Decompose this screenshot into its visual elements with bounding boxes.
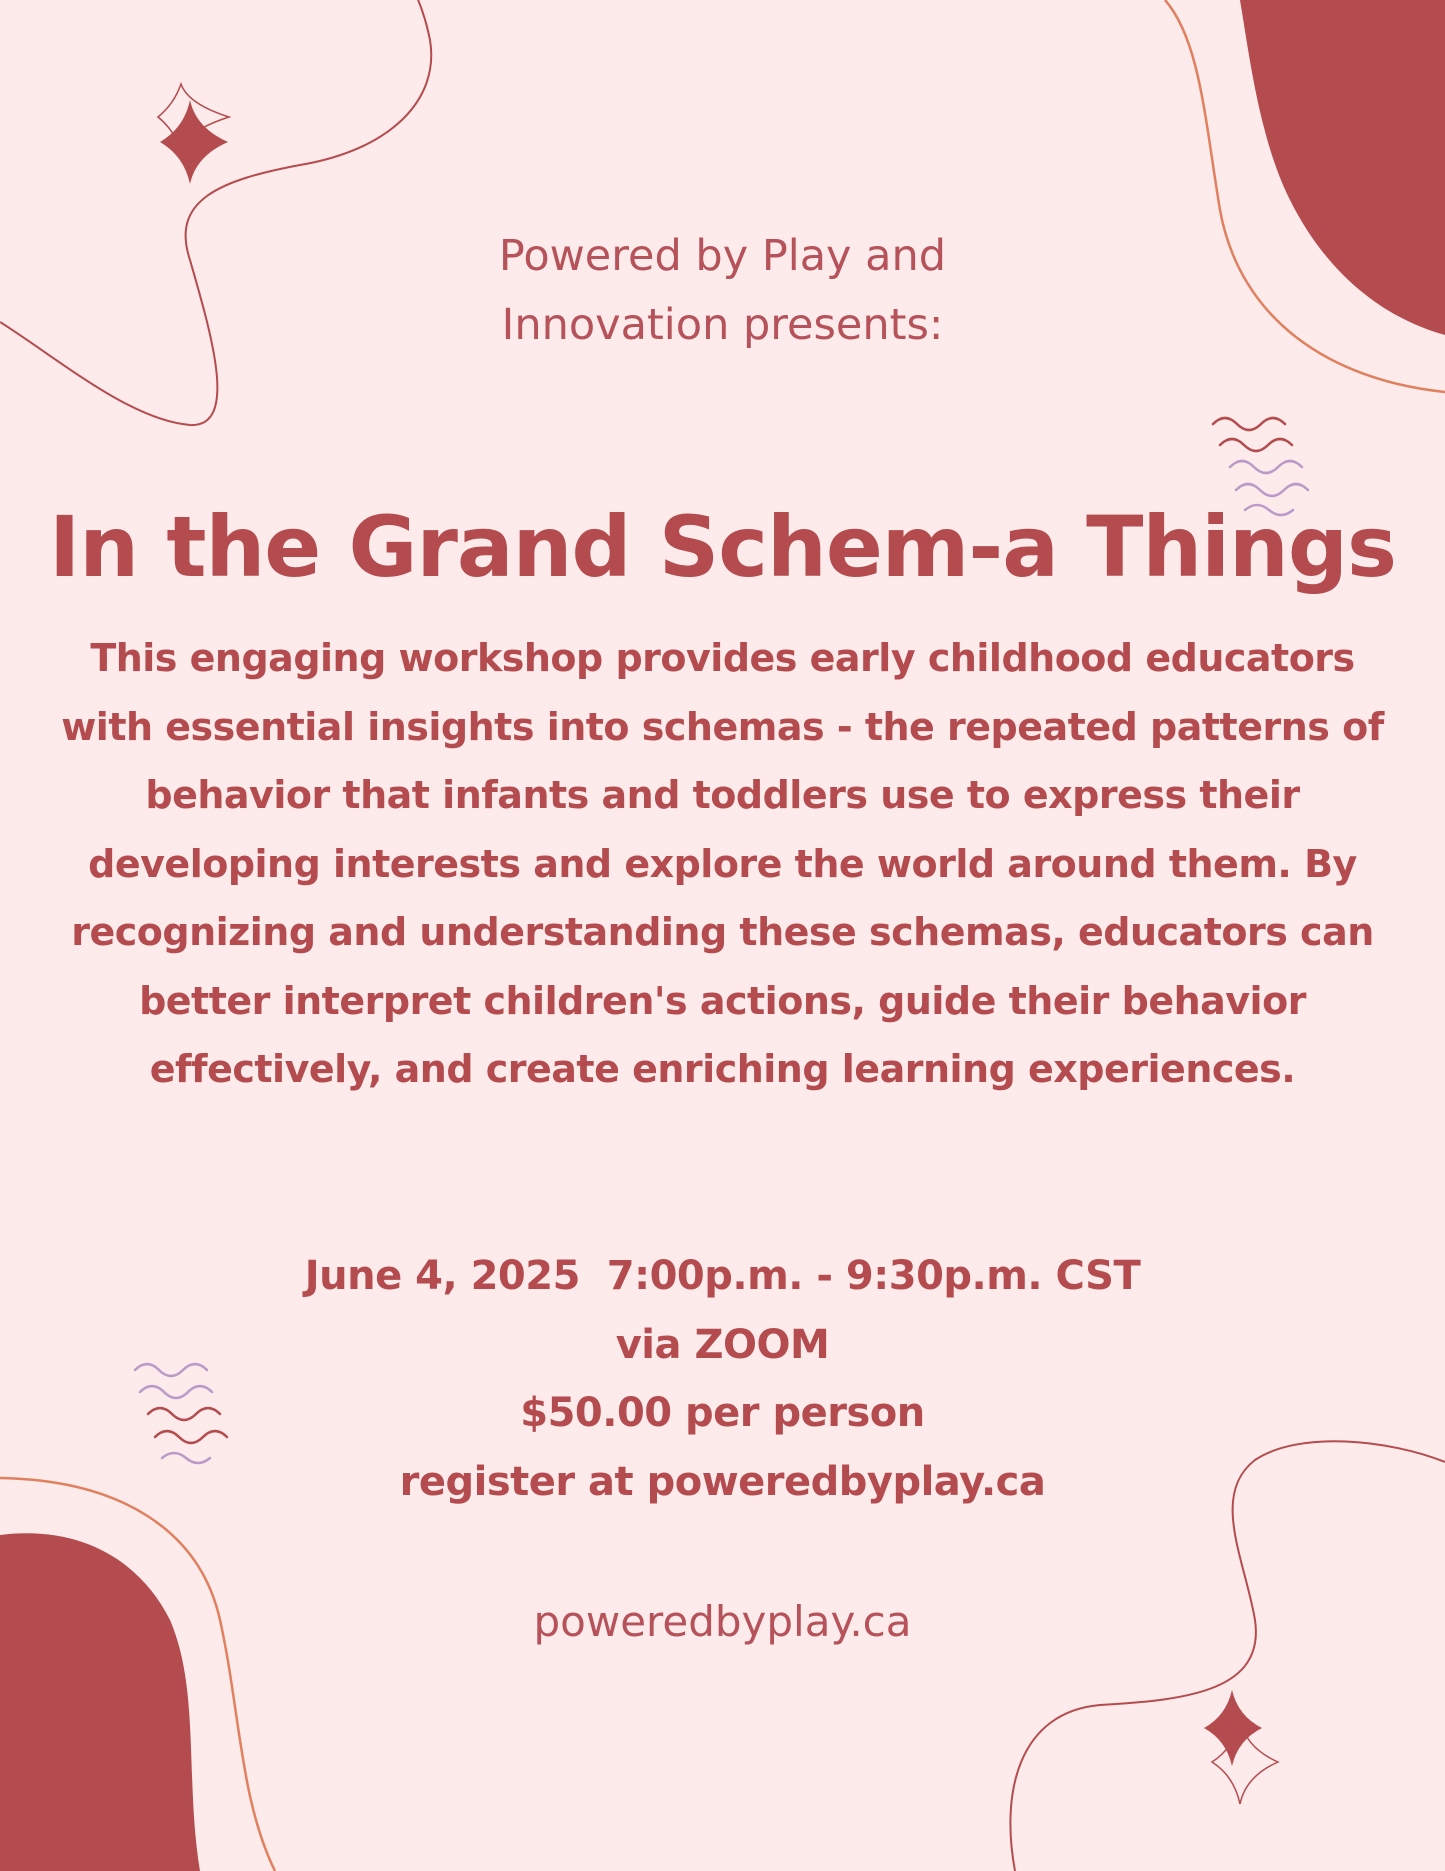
bottom-left-blob bbox=[0, 1533, 200, 1871]
presenter-line-2: Innovation presents: bbox=[501, 300, 944, 350]
event-datetime: June 4, 2025 7:00p.m. - 9:30p.m. CST bbox=[304, 1253, 1141, 1299]
presenter-line-1: Powered by Play and bbox=[498, 231, 947, 281]
event-description: This engaging workshop provides early childhood educators with essential insights into schemas - the repeated patterns of behavior that infants and toddlers use to express their developing interests and explore the world around them. By recognizing and understanding these schemas, educators can better interpret children's actions, guide their behavior effectively, and create enriching learning experiences. bbox=[61, 636, 1384, 1091]
website-link[interactable]: poweredbyplay.ca bbox=[533, 1597, 912, 1646]
sparkle-top-left-icon bbox=[158, 84, 229, 184]
event-price: $50.00 per person bbox=[520, 1390, 925, 1436]
sparkle-bottom-right-icon bbox=[1204, 1690, 1278, 1804]
event-register: register at poweredbyplay.ca bbox=[399, 1458, 1046, 1505]
event-location: via ZOOM bbox=[615, 1321, 830, 1368]
event-details bbox=[0, 1242, 1445, 1516]
event-title: In the Grand Schem-a Things bbox=[49, 498, 1396, 596]
presenter-heading bbox=[0, 222, 1445, 360]
top-left-wave-line bbox=[0, 0, 431, 425]
